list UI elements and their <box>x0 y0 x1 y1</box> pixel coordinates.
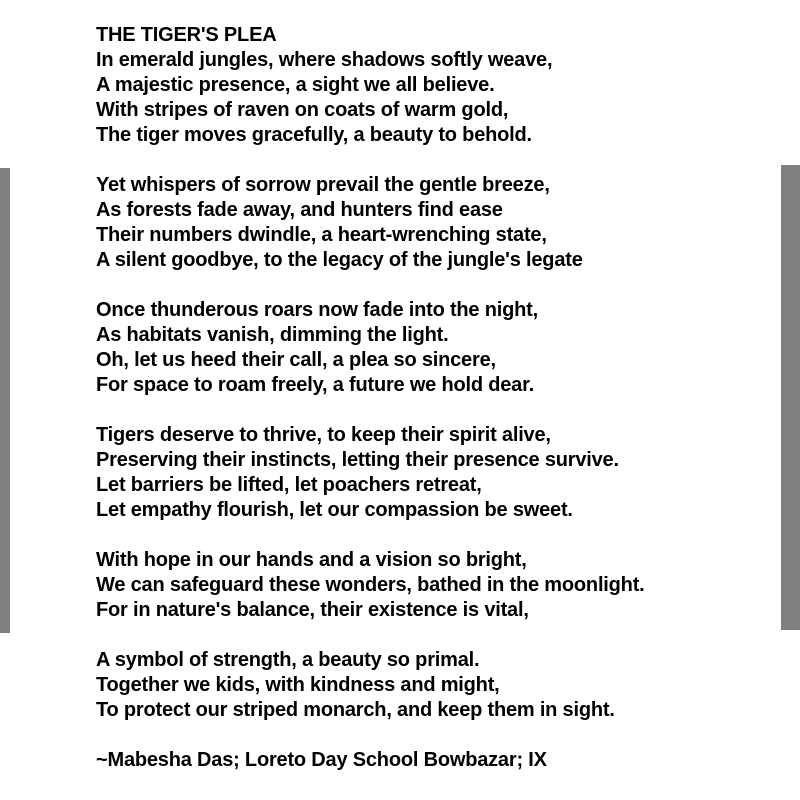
poem-line: The tiger moves gracefully, a beauty to behold. <box>96 124 532 146</box>
poem-title: THE TIGER'S PLEA <box>96 24 277 46</box>
poem-line: Let empathy flourish, let our compassion be sweet. <box>96 499 573 521</box>
poem-line: As forests fade away, and hunters find ease <box>96 199 503 221</box>
poem-line: For space to roam freely, a future we hold dear. <box>96 374 534 396</box>
poem-text <box>96 23 786 773</box>
left-gray-bar <box>0 168 10 633</box>
poem-line: As habitats vanish, dimming the light. <box>96 324 449 346</box>
poem-line: Yet whispers of sorrow prevail the gentle breeze, <box>96 174 550 196</box>
stanza-gap <box>96 398 786 423</box>
poem-line: To protect our striped monarch, and keep them in sight. <box>96 699 615 721</box>
poem-line: In emerald jungles, where shadows softly weave, <box>96 49 553 71</box>
poem-line: With stripes of raven on coats of warm gold, <box>96 99 509 121</box>
poem-line: Once thunderous roars now fade into the night, <box>96 299 538 321</box>
stanza-gap <box>96 273 786 298</box>
poem-line: Let barriers be lifted, let poachers retreat, <box>96 474 482 496</box>
stanza-gap <box>96 723 786 748</box>
poem-line: We can safeguard these wonders, bathed in the moonlight. <box>96 574 645 596</box>
poem-line: Preserving their instincts, letting their presence survive. <box>96 449 619 471</box>
poem-signature: ~Mabesha Das; Loreto Day School Bowbazar; IX <box>96 749 547 771</box>
stanza-gap <box>96 623 786 648</box>
poem-line: Oh, let us heed their call, a plea so sincere, <box>96 349 496 371</box>
stanza-gap <box>96 523 786 548</box>
poem-line: Their numbers dwindle, a heart-wrenching state, <box>96 224 547 246</box>
poem-line: A majestic presence, a sight we all believe. <box>96 74 495 96</box>
poem-line: A symbol of strength, a beauty so primal. <box>96 649 480 671</box>
poem-line: For in nature's balance, their existence is vital, <box>96 599 529 621</box>
poem-line: Tigers deserve to thrive, to keep their spirit alive, <box>96 424 551 446</box>
poem-line: A silent goodbye, to the legacy of the jungle's legate <box>96 249 583 271</box>
poem-line: Together we kids, with kindness and might, <box>96 674 500 696</box>
stanza-gap <box>96 148 786 173</box>
poem-line: With hope in our hands and a vision so bright, <box>96 549 527 571</box>
